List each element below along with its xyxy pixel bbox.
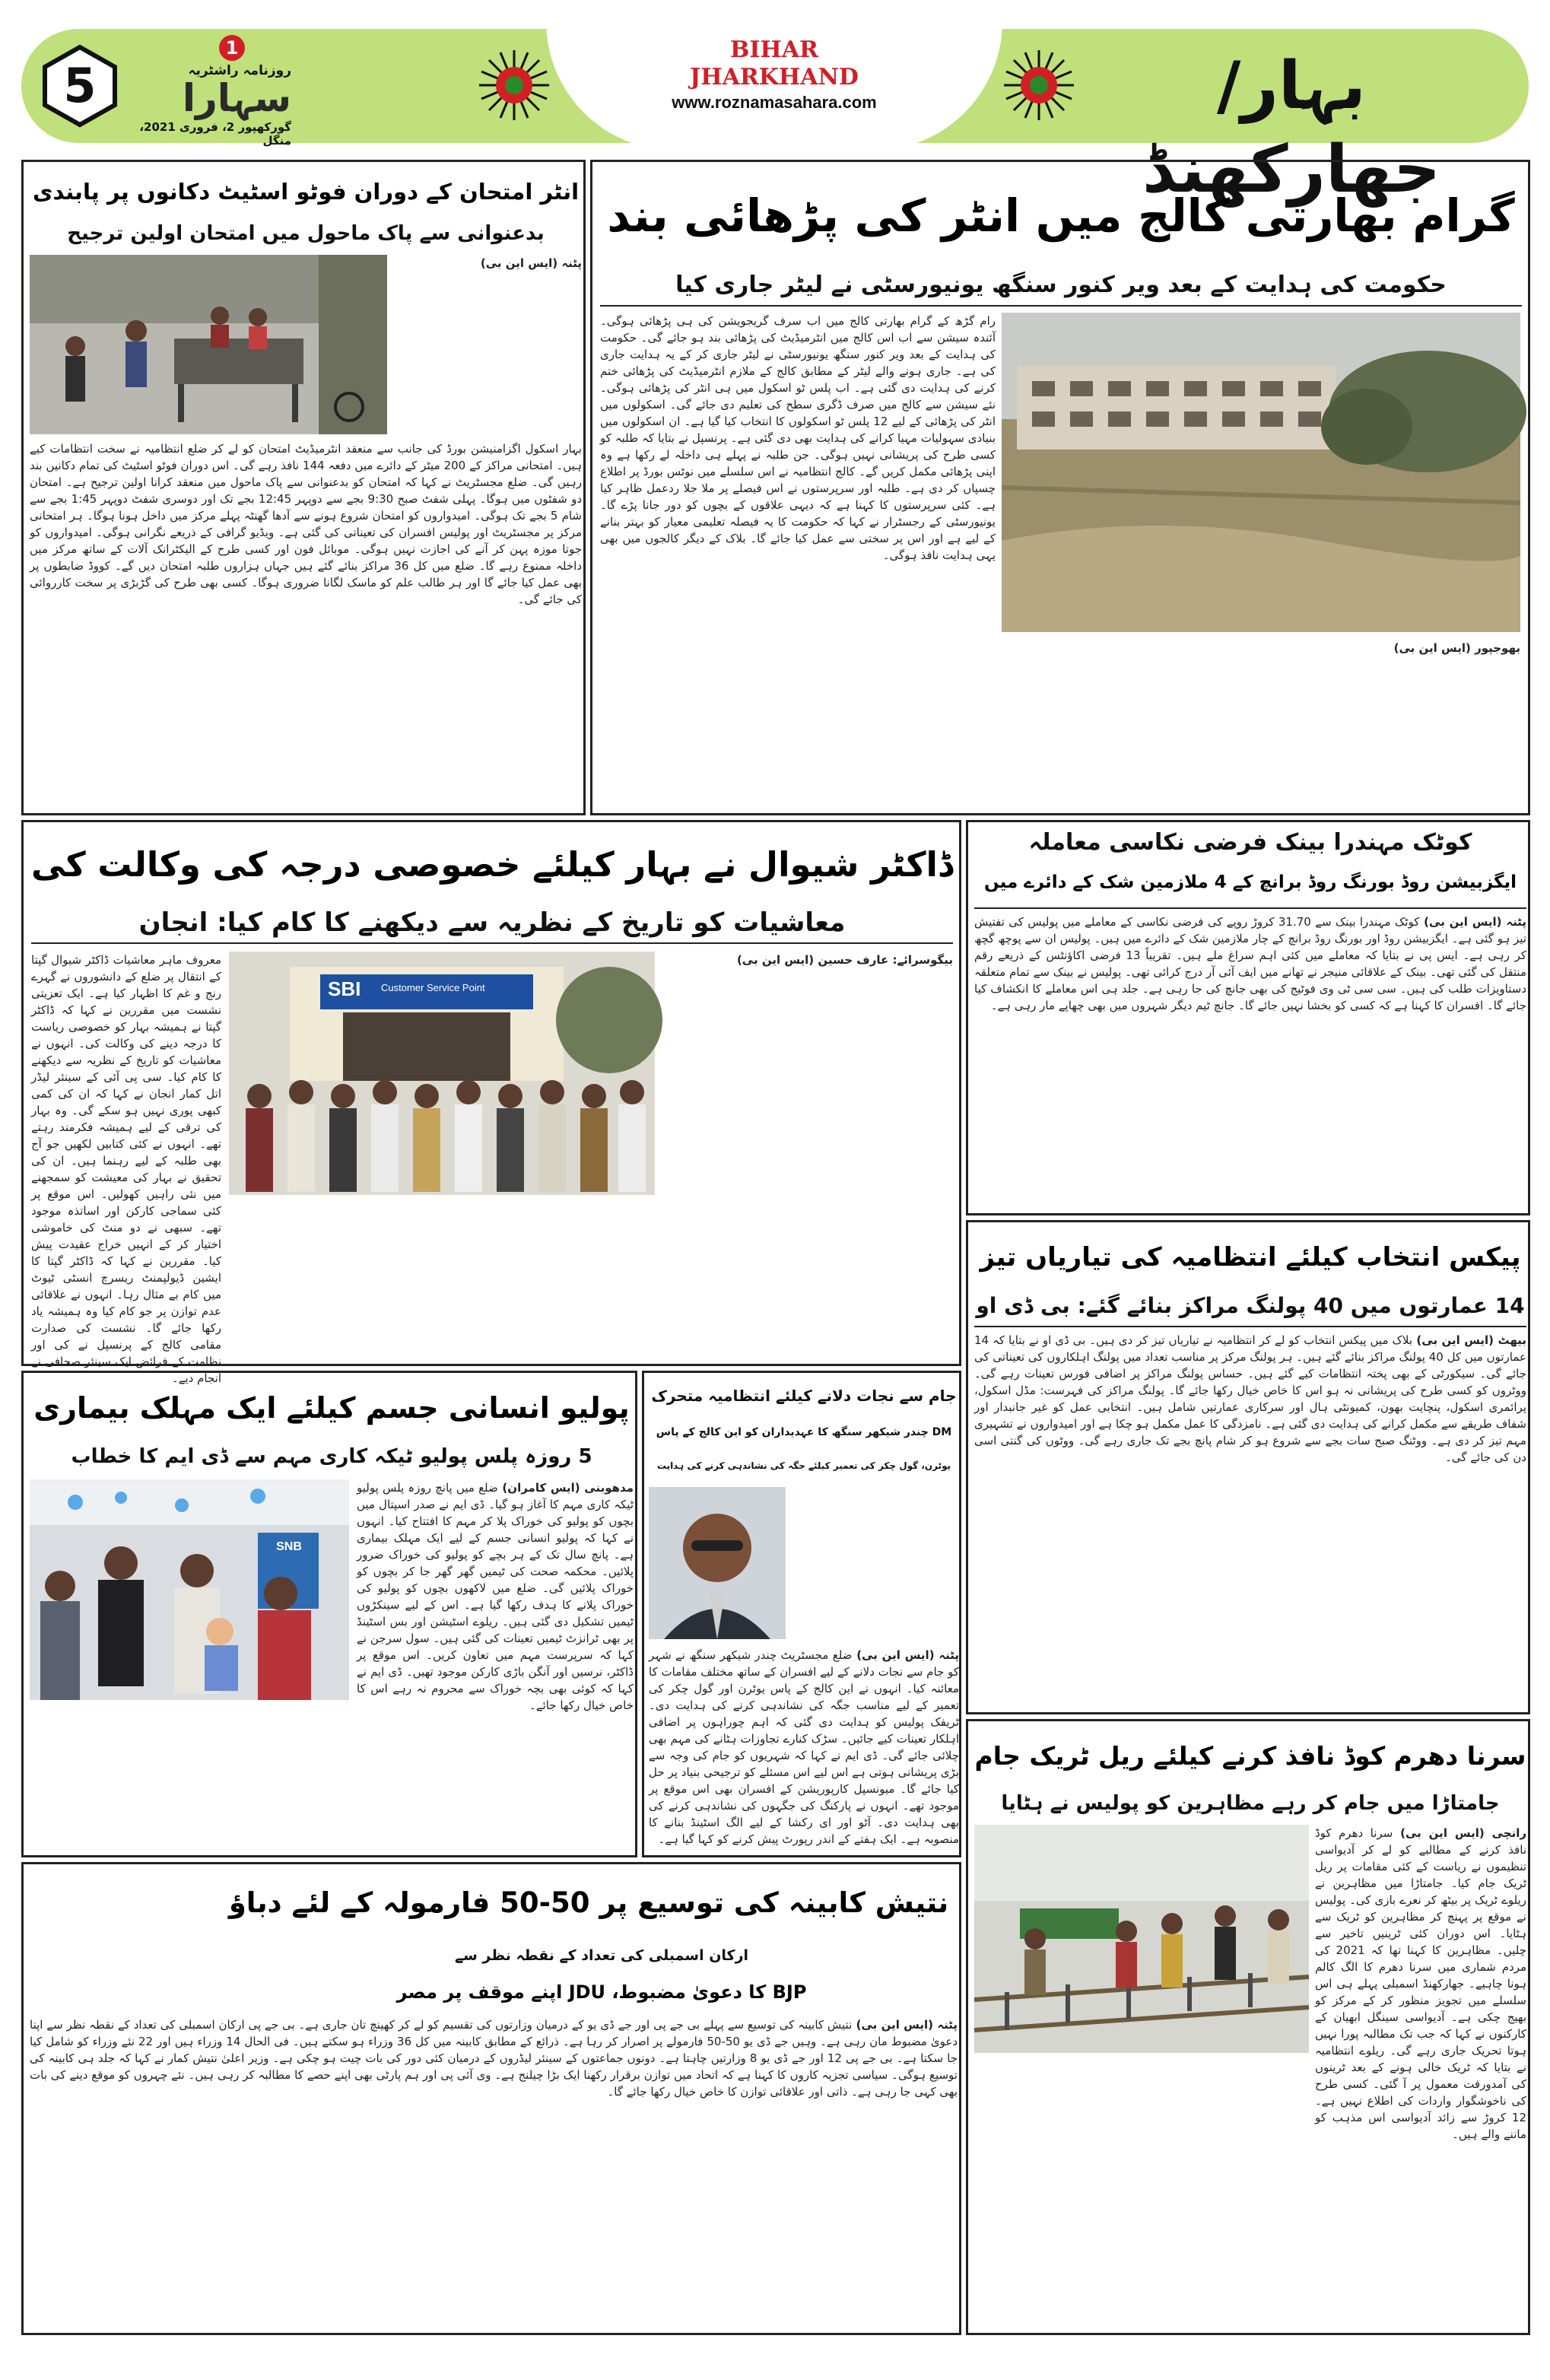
article-dateline <box>1002 640 1520 807</box>
headline: انٹر امتحان کے دوران فوٹو اسٹیٹ دکانوں پر پابندی <box>32 179 580 205</box>
body-text: بلاک میں پیکس انتخاب کو لے کر انتظامیہ نے تیاریاں تیز کر دی ہیں۔ بی ڈی او نے بتایا کہ 14 عمارتوں میں کل 40 پولنگ مراکز بنائے گئے ہیں۔ ہر پولنگ مرکز پر مناسب تعداد میں پولنگ اہلکاروں کی تعیناتی کی جائے گی۔ سیکورٹی کے بھی پختہ انتظامات کیے گئے ہیں۔ حساس پولنگ مراکز پر اضافی فورس تعینات رہے گی۔ ووٹروں کو کسی طرح کی پریشانی نہ ہو اس کا خاص خیال رکھا جائے گا۔ پولنگ مراکز کی فہرست: مڈل اسکول، پرائمری اسکول، پنچایت بھون، کمیونٹی ہال اور سرکاری عمارتیں شامل ہیں۔ انتخابی عمل کو غیر جانبدار اور شفاف طریقے سے مکمل کرانے کی ہدایت دی گئی ہے۔ نامزدگی کا عمل مکمل ہو چکا ہے اور امیدواروں نے تشہیری مہم تیز کر دی ہے۔ ووٹنگ صبح سات بجے سے شروع ہو کر شام پانچ بجے تک جاری رہے گی۔ ووٹوں کی گنتی اسی دن کی جائے گی۔ <box>974 1333 1526 1464</box>
dateline: پٹنہ (ایس این بی) <box>480 256 582 270</box>
subhead: جامتاڑا میں جام کر رہے مظاہرین کو پولیس نے ہٹایا <box>1001 1792 1500 1815</box>
college-photo <box>1002 313 1520 632</box>
article-body-lower <box>974 2061 1309 2327</box>
article-body: بہار اسکول اگزامنیشن بورڈ کی جانب سے منعقد انٹرمیڈیٹ امتحان کو لے کر ضلع انتظامیہ نے سخت انتظامات کیے ہیں۔ امتحانی مراکز کے 200 میٹر کے دائرے میں دفعہ 144 نافذ رہے گی۔ اس دوران فوٹو اسٹیٹ کی تمام دکانیں بند رہیں گی۔ ضلع مجسٹریٹ نے کہا کہ امتحان کو بدعنوانی سے پاک ماحول میں منعقد کرانا اولین ترجیح ہے۔ امتحان دو شفٹوں میں ہوگا۔ پہلی شفٹ صبح 9:30 بجے سے دوپہر 12:45 بجے تک اور دوسری شفٹ دوپہر 1:45 بجے سے شام 5 بجے تک ہوگی۔ امیدواروں کو امتحان شروع ہونے سے آدھا گھنٹہ پہلے مرکز میں داخل ہونا ہوگا۔ ہر امتحانی مرکز پر مجسٹریٹ اور پولیس افسران کی تعیناتی کی گئی ہے۔ ویڈیو گرافی کے ذریعے نگرانی ہوگی۔ امیدواروں کو جوتا موزہ پہن کر آنے کی اجازت نہیں ہوگی۔ موبائل فون اور کسی طرح کے الیکٹرانک آلات کے ساتھ مرکز میں داخلہ ممنوع رہے گا۔ ضلع میں کل 36 مراکز بنائے گئے ہیں جہاں ہزاروں طلبہ امتحان دیں گے۔ کووڈ ضابطوں پر بھی عمل کیا جائے گا اور ہر طالب علم کو ماسک لگانا ضروری ہوگا۔ کسی بھی طرح کی گڑبڑی پر سخت کارروائی کی جائے گی۔ <box>30 442 583 606</box>
subhead: 5 روزہ پلس پولیو ٹیکہ کاری مہم سے ڈی ایم کا خطاب <box>71 1445 592 1468</box>
dm-portrait <box>649 1487 786 1639</box>
body-text: سرنا دھرم کوڈ نافذ کرنے کے مطالبے کو لے کر آدیواسی تنظیموں نے ریاست کے کئی مقامات پر ریل ٹریک جام کیا۔ جامتاڑا میں مظاہرین نے ریلوے ٹریک پر بیٹھ کر نعرے بازی کی۔ پولیس نے موقع پر پہنچ کر مظاہرین کو ٹریک سے ہٹایا۔ اس دوران کئی ٹرینیں تاخیر سے چلیں۔ مظاہرین کا کہنا تھا کہ 2021 کی مردم شماری میں سرنا دھرم کا الگ کالم ہونا چاہیے۔ جھارکھنڈ اسمبلی پہلے ہی اس سلسلے میں تجویز منظور کر کے مرکز کو بھیج چکی ہے۔ آدیواسی سینگل ابھیان کے کارکنوں نے کہا کہ جب تک مطالبہ پورا نہیں ہوتا تحریک جاری رہے گی۔ ریلوے انتظامیہ نے بتایا کہ ٹریک خالی ہونے کے بعد ٹرینوں کی آمدورفت معمول پر آ گئی۔ کسی طرح کی ناخوشگوار واردات کی اطلاع نہیں ہے۔ 12 کروڑ سے زائد آدیواسی اس مذہب کو ماننے والے ہیں۔ <box>1315 1826 1526 2141</box>
body-text: کوٹک مہندرا بینک سے 31.70 کروڑ روپے کی فرضی نکاسی کے معاملے میں پولیس کی تفتیش تیز ہو گئی ہے۔ ایگزبیشن روڈ اور بورنگ روڈ برانچ کے چار ملازمین شک کے دائرے میں ہیں۔ پولیس ان سے پوچھ گچھ کر رہی ہے۔ ایس پی نے بتایا کہ معاملے میں کئی اہم سراغ ملے ہیں۔ تقریباً 13 فرضی اکاؤنٹس کے ذریعے رقم منتقل کی گئی تھی۔ بینک کے علاقائی منیجر نے تھانے میں ایف آئی آر درج کرائی تھی۔ پولیس نے بینک سے تمام متعلقہ دستاویزات طلب کی ہیں۔ سی سی ٹی وی فوٹیج کی بھی جانچ کی جا رہی ہے۔ جلد ہی اس معاملے کا انکشاف کیا جائے گا۔ افسران کا کہنا ہے کہ کسی کو بخشا نہیں جائے گا۔ جانچ ٹیم دیگر شہروں میں بھی چھاپے مار رہی ہے۔ <box>974 915 1526 1012</box>
masthead-badge: 1 <box>219 35 245 61</box>
subhead: ایگزبیشن روڈ بورنگ روڈ برانچ کے 4 ملازمین شک کے دائرے میں <box>983 872 1517 892</box>
dateline: رانچی (ایس این بی) <box>1393 1826 1526 1840</box>
article-body: رام گڑھ کے گرام بھارتی کالج میں اب سرف گریجویشن کی ہی پڑھائی ہوگی۔ آئندہ سیشن سے اب اس کالج میں انٹرمیڈیٹ کی پڑھائی بند ہو جائے گی۔ حکومت کی ہدایت کے بعد ویر کنور سنگھ یونیورسٹی نے لیٹر جاری کر کے یہ ہدایت جاری کی ہے۔ جاری ہونے والے لیٹر کے مطابق کالج کے ملازم انٹرمیڈیٹ کی پڑھائی ختم کرنے کی ہدایت دی گئی ہے۔ اب پلس ٹو اسکول میں ہی انٹر کی پڑھائی ہوگی۔ نئے سیشن سے کالج میں صرف ڈگری سطح کی تعلیم دی جائے گی۔ اسکولوں میں انٹر کی پڑھائی کے لیے 12 پلس ٹو اسکولوں کا انتخاب کیا گیا ہے۔ ان اسکولوں میں بنیادی سہولیات مہیا کرانے کی ہدایت بھی دی گئی ہے۔ پرنسپل نے بتایا کہ طلبہ کو کسی طرح کی پریشانی نہیں ہوگی۔ جن طلبہ نے پہلے ہی داخلہ لے رکھا ہے وہ اپنی پڑھائی مکمل کریں گے۔ کالج انتظامیہ نے اس سلسلے میں نوٹس بورڈ پر اطلاع چسپاں کر دی ہے۔ طلبہ اور سرپرستوں نے اس فیصلے پر ملا جلا ردعمل ظاہر کیا ہے۔ کئی سرپرستوں کا کہنا ہے کہ دیہی علاقوں کے بچوں کو دور جانا پڑے گا۔ یونیورسٹی کے رجسٹرار نے کہا کہ حکومت کا یہ فیصلہ تعلیمی معیار کو بہتر بنانے کے لیے ہے اور اس پر سختی سے عمل کیا جائے گا۔ بلاک کے دیگر کالجوں میں بھی یہی ہدایت نافذ ہوگی۔ <box>600 314 996 562</box>
body-text: نتیش کابینہ کی توسیع سے پہلے بی جے پی اور جے ڈی یو کے درمیان وزارتوں کی تقسیم کو لے کر کھینچ تان جاری ہے۔ بی جے پی ارکان اسمبلی کی تعداد کے نقطہ نظر سے اپنا دعویٰ مضبوط مان رہی ہے۔ وہیں جے ڈی یو 50-50 فارمولے پر اصرار کر رہا ہے۔ ذرائع کے مطابق کابینہ میں کل 36 وزراء ہو سکتے ہیں۔ فی الحال 14 وزراء ہیں اور 22 نئے وزراء کو شامل کیا جا سکتا ہے۔ بی جے پی 12 اور جے ڈی یو 8 وزارتیں چاہتا ہے۔ دونوں جماعتوں کے سینئر لیڈروں کے درمیان کئی دور کی بات چیت ہو چکی ہے۔ وزیر اعلیٰ نتیش کمار نے کہا کہ جلد ہی کابینہ کی توسیع ہوگی۔ سیاسی تجزیہ کاروں کا کہنا ہے کہ اتحاد میں توازن برقرار رکھنا ایک بڑا چیلنج ہے۔ وی آئی پی اور ہم پارٹی بھی اپنے حصے کا مطالبہ کر رہی ہیں۔ نئے چہروں کو موقع دینے کی بات بھی کہی جا رہی ہے۔ ذاتی اور علاقائی توازن کا خاص خیال رکھا جائے گا۔ <box>30 2018 958 2099</box>
subhead: حکومت کی ہدایت کے بعد ویر کنور سنگھ یونیورسٹی نے لیٹر جاری کیا <box>675 272 1447 298</box>
subhead: معاشیات کو تاریخ کے نظریہ سے دیکھنے کا کام کیا: انجان <box>138 907 846 938</box>
body-text: ضلع میں پانچ روزہ پلس پولیو ٹیکہ کاری مہم کا آغاز ہو گیا۔ ڈی ایم نے صدر اسپتال میں بچوں کو پولیو کی خوراک پلا کر مہم کا افتتاح کیا۔ انہوں نے کہا کہ پولیو انسانی جسم کے لیے ایک مہلک بیماری ہے۔ پانچ سال تک کے ہر بچے کو پولیو کی خوراک ضرور پلائیں۔ محکمہ صحت کی ٹیمیں گھر گھر جا کر بچوں کو خوراک پلائیں گی۔ ضلع میں لاکھوں بچوں کو پولیو کی خوراک پلانے کا ہدف رکھا گیا ہے۔ اس کے لیے سینکڑوں ٹیمیں تشکیل دی گئی ہیں۔ ریلوے اسٹیشن اور بس اسٹینڈ پر بھی ٹرانزٹ ٹیمیں تعینات کی گئی ہیں۔ سول سرجن نے کہا کہ سرپرست مہم میں تعاون کریں۔ اس موقع پر ڈاکٹر، نرسیں اور آنگن باڑی کارکن موجود تھیں۔ ڈی ایم نے کہا کہ کوئی بھی بچہ خوراک سے محروم نہ رہے اس کا خاص خیال رکھا جائے۔ <box>357 1481 634 1712</box>
article-body <box>974 1332 1526 1706</box>
sbi-sign-text: SBI <box>328 977 361 1000</box>
headline: پولیو انسانی جسم کیلئے ایک مہلک بیماری <box>33 1391 630 1425</box>
page-number-badge: 5 <box>38 44 122 128</box>
article-body-side <box>30 1869 215 2013</box>
article-body <box>30 2016 958 2327</box>
article-polio <box>21 1371 637 1857</box>
headline: پیکس انتخاب کیلئے انتظامیہ کی تیاریاں تیز <box>980 1242 1521 1273</box>
article-body: معروف ماہر معاشیات ڈاکٹر شیوال گپتا کے انتقال پر ضلع کے دانشوروں نے گہرے رنج و غم کا اظہار کیا ہے۔ ایک تعزیتی نشست میں مقررین نے کہا کہ ڈاکٹر گپتا نے ہمیشہ بہار کو خصوصی ریاست کا درجہ دینے کی وکالت کی۔ انہوں نے معاشیات کو تاریخ کے نظریہ سے دیکھنے کا کام کیا۔ سی پی آئی کے سینئر لیڈر اتل کمار انجان نے کہا کہ ان کی کمی کبھی پوری نہیں ہو سکے گی۔ وہ بہار کی ترقی کے لیے ہمیشہ فکرمند رہتے تھے۔ انہوں نے کئی کتابیں لکھیں جو آج بھی طلبہ کے لیے رہنما ہیں۔ ان کی تحقیق نے بہار کی معیشت کو سمجھنے میں نئی راہیں کھولیں۔ اس موقع پر کئی سماجی کارکن اور اساتذہ موجود تھے۔ سبھی نے دو منٹ کی خاموشی اختیار کر کے انہیں خراج عقیدت پیش کیا۔ مقررین نے کہا کہ ڈاکٹر گپتا کا ایشین ڈیولپمنٹ ریسرچ انسٹی ٹیوٹ میں کام بے مثال رہا۔ انہوں نے علاقائی عدم توازن پر جو کام کیا وہ ہمیشہ یاد رکھا جائے گا۔ نشست کی صدارت مقامی کالج کے پرنسپل نے کی اور نظامت کے فرائض ایک سینئر صحافی نے انجام دیے۔ <box>31 953 221 1385</box>
sbi-photo <box>229 952 655 1195</box>
article-dateline <box>395 255 582 434</box>
masthead <box>128 35 295 148</box>
article-college <box>590 160 1530 815</box>
article-cabinet <box>21 1862 961 2335</box>
subhead-2: BJP کا دعویٰ مضبوط، JDU اپنے موقف پر مصر <box>396 1981 807 2003</box>
article-pacs <box>966 1220 1530 1714</box>
headline: سرنا دھرم کوڈ نافذ کرنے کیلئے ریل ٹریک جام <box>974 1741 1526 1771</box>
body-text: ضلع مجسٹریٹ چندر شیکھر سنگھ نے شہر کو جام سے نجات دلانے کے لیے افسران کے ساتھ مختلف مقامات کا معائنہ کیا۔ انہوں نے این کالج کے پاس یوٹرن اور گول چکر کی تعمیر کے لیے مناسب جگہ کی نشاندہی کرنے کی ہدایت دی۔ ٹریفک پولیس کو ہدایت دی گئی کہ اہم چوراہوں پر اضافی اہلکار تعینات کیے جائیں۔ سڑک کنارے تجاوزات ہٹانے کی مہم بھی چلائی جائے گی۔ ڈی ایم نے کہا کہ شہریوں کو جام کی وجہ سے بڑی پریشانی ہوتی ہے اس لیے اس مسئلے کو ترجیحی بنیاد پر حل کیا جائے گا۔ میونسپل کارپوریشن کے افسران بھی اس موقع پر موجود تھے۔ انہوں نے پارکنگ کی جگہوں کی نشاندہی کرنے کی بھی ہدایت دی۔ آٹو اور ای رکشا کے لیے الگ اسٹینڈ بنانے کا منصوبہ ہے۔ ایک ہفتے کے اندر رپورٹ پیش کرنے کو کہا گیا ہے۔ <box>649 1648 959 1846</box>
headline: ڈاکٹر شیوال نے بہار کیلئے خصوصی درجہ کی وکالت کی <box>30 844 953 885</box>
article-body <box>1315 1825 1526 2327</box>
headline-2: DM چندر شیکھر سنگھ کا عہدیداران کو این کالج کے پاس <box>656 1426 952 1438</box>
blue-badge-text: SNB <box>276 1540 302 1553</box>
headline: نتیش کابینہ کی توسیع پر 50-50 فارمولہ کے لئے دباؤ <box>228 1886 949 1919</box>
subhead: ارکان اسمبلی کی تعداد کے نقطہ نظر سے <box>454 1947 749 1964</box>
masthead-small: روزنامہ راشٹریہ <box>188 63 291 78</box>
article-body <box>974 914 1526 1207</box>
section-title: بہار/جھارکھنڈ <box>1142 48 1441 208</box>
article-economist <box>21 820 961 1385</box>
date-line: گورکھپور 2، فروری 2021، منگل <box>139 120 291 148</box>
article-rail <box>966 1719 1530 2335</box>
rail-protest-photo <box>974 1825 1309 2053</box>
dateline: بھوجپور (ایس این بی) <box>1393 641 1520 655</box>
dateline: بیگوسرائے: عارف حسین (ایس این بی) <box>736 953 953 967</box>
article-body <box>357 1479 634 1849</box>
masthead-name: سہارا <box>182 76 291 120</box>
dateline: پٹنہ (ایس این بی) <box>852 1648 959 1662</box>
website: www.roznamasahara.com <box>672 93 877 112</box>
dateline: مدھوبنی (ایس کامران) <box>497 1481 634 1495</box>
article-body-side <box>792 1487 959 1639</box>
article-bank <box>966 820 1530 1215</box>
english-title-line2: JHARKHAND <box>690 64 859 91</box>
dateline: پٹنہ (ایس این بی) <box>1419 915 1526 929</box>
english-title-line1: BIHAR <box>730 37 818 63</box>
headline: جام سے نجات دلانے کیلئے انتظامیہ متحرک <box>651 1387 957 1405</box>
headline: گرام بھارتی کالج میں انٹر کی پڑھائی بند <box>607 189 1515 242</box>
subhead: یوٹرن، گول چکر کی تعمیر کیلئے جگہ کی نشاندہی کرنے کی ہدایت <box>656 1460 951 1471</box>
article-body-lower <box>30 1708 349 1849</box>
subhead: بدعنوانی سے پاک ماحول میں امتحان اولین ترجیح <box>67 222 545 245</box>
subhead: 14 عمارتوں میں 40 پولنگ مراکز بنائے گئے: بی ڈی او <box>976 1293 1525 1318</box>
article-body <box>649 1647 959 1849</box>
sun-emblem-right-icon <box>1002 49 1075 122</box>
dateline: بیھٹ (ایس این بی) <box>1412 1333 1526 1347</box>
article-traffic <box>642 1371 961 1857</box>
headline: کوٹک مہندرا بینک فرضی نکاسی معاملہ <box>1028 829 1472 856</box>
sbi-sign-subtext: Customer Service Point <box>381 982 485 993</box>
sun-emblem-left-icon <box>478 49 551 122</box>
article-exam <box>21 160 586 815</box>
english-title <box>584 37 964 114</box>
polio-photo <box>30 1479 349 1700</box>
dateline: پٹنہ (ایس این بی) <box>852 2018 958 2032</box>
article-body-right <box>662 952 953 1358</box>
exam-photo <box>30 255 387 434</box>
